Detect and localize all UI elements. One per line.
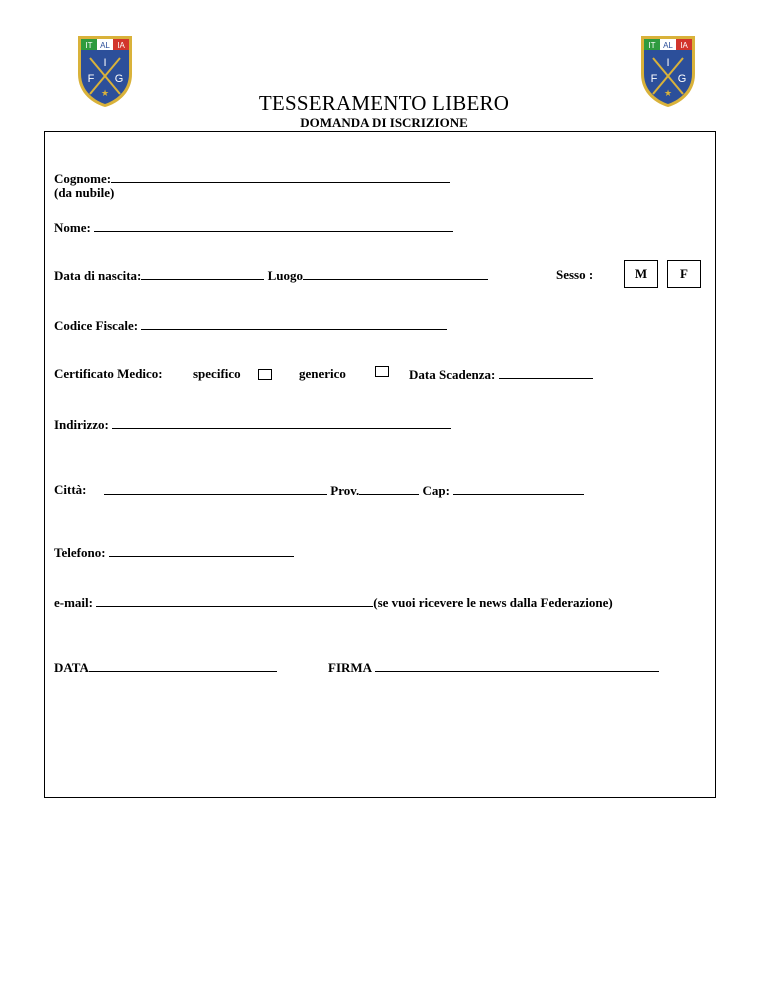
firma-label: FIRMA xyxy=(328,660,372,675)
indirizzo-row xyxy=(54,416,451,432)
email-field[interactable] xyxy=(96,594,373,607)
flag-text-2: AL xyxy=(663,41,673,50)
cap-label: Cap: xyxy=(422,483,450,498)
telefono-label: Telefono: xyxy=(54,545,106,560)
data-nascita-field[interactable] xyxy=(141,267,264,280)
svg-text:★: ★ xyxy=(100,89,110,99)
firma-row xyxy=(328,659,659,675)
data-scadenza-row xyxy=(409,366,593,382)
logo-letter-i: I xyxy=(666,57,670,69)
data-label: DATA xyxy=(54,660,89,675)
data-nascita-label: Data di nascita: xyxy=(54,268,142,283)
nome-label: Nome: xyxy=(54,220,91,235)
page-subtitle: DOMANDA DI ISCRIZIONE xyxy=(300,115,468,130)
flag-text-2: AL xyxy=(100,41,110,50)
citta-prov-cap-row xyxy=(104,482,584,498)
cognome-row xyxy=(54,170,450,186)
nome-field[interactable] xyxy=(94,219,453,232)
nascita-row xyxy=(54,267,488,283)
codice-fiscale-label: Codice Fiscale: xyxy=(54,318,139,333)
data-row xyxy=(54,659,277,675)
email-label: e-mail: xyxy=(54,595,93,610)
telefono-row xyxy=(54,544,294,560)
logo-letter-f: F xyxy=(87,73,95,85)
email-note: (se vuoi ricevere le news dalla Federazione) xyxy=(373,595,613,610)
nome-row xyxy=(54,219,453,235)
logo-letter-f: F xyxy=(650,73,658,85)
sesso-f-box[interactable]: F xyxy=(667,260,701,288)
page-title: TESSERAMENTO LIBERO xyxy=(258,91,510,115)
codice-fiscale-row xyxy=(54,317,447,333)
generico-label: generico xyxy=(299,366,346,381)
indirizzo-label: Indirizzo: xyxy=(54,417,109,432)
luogo-field[interactable] xyxy=(303,267,488,280)
telefono-field[interactable] xyxy=(109,544,294,557)
luogo-label: Luogo xyxy=(267,268,304,283)
flag-text-3: IA xyxy=(117,41,125,50)
logo-letter-g: G xyxy=(114,73,124,85)
codice-fiscale-field[interactable] xyxy=(141,317,447,330)
certificato-label: Certificato Medico: xyxy=(54,366,163,381)
citta-field[interactable] xyxy=(104,482,327,495)
specifico-label: specifico xyxy=(193,366,241,381)
generico-checkbox[interactable] xyxy=(375,366,389,377)
email-row xyxy=(54,594,613,610)
cognome-note: (da nubile) xyxy=(54,185,115,200)
firma-field[interactable] xyxy=(375,659,659,672)
logo-letter-g: G xyxy=(677,73,687,85)
citta-label: Città: xyxy=(54,482,87,497)
sesso-label: Sesso : xyxy=(556,267,594,282)
flag-text-1: IT xyxy=(85,41,93,50)
sesso-m-box[interactable]: M xyxy=(624,260,658,288)
cognome-field[interactable] xyxy=(111,170,450,183)
data-scadenza-field[interactable] xyxy=(499,366,593,379)
cap-field[interactable] xyxy=(453,482,584,495)
prov-label: Prov. xyxy=(330,483,360,498)
flag-text-3: IA xyxy=(680,41,688,50)
indirizzo-field[interactable] xyxy=(112,416,451,429)
flag-text-1: IT xyxy=(648,41,656,50)
svg-text:★: ★ xyxy=(663,89,673,99)
data-field[interactable] xyxy=(89,659,277,672)
specifico-checkbox[interactable] xyxy=(258,369,272,380)
logo-letter-i: I xyxy=(103,57,107,69)
data-scadenza-label: Data Scadenza: xyxy=(409,367,496,382)
prov-field[interactable] xyxy=(359,482,419,495)
cognome-label: Cognome: xyxy=(54,171,112,186)
